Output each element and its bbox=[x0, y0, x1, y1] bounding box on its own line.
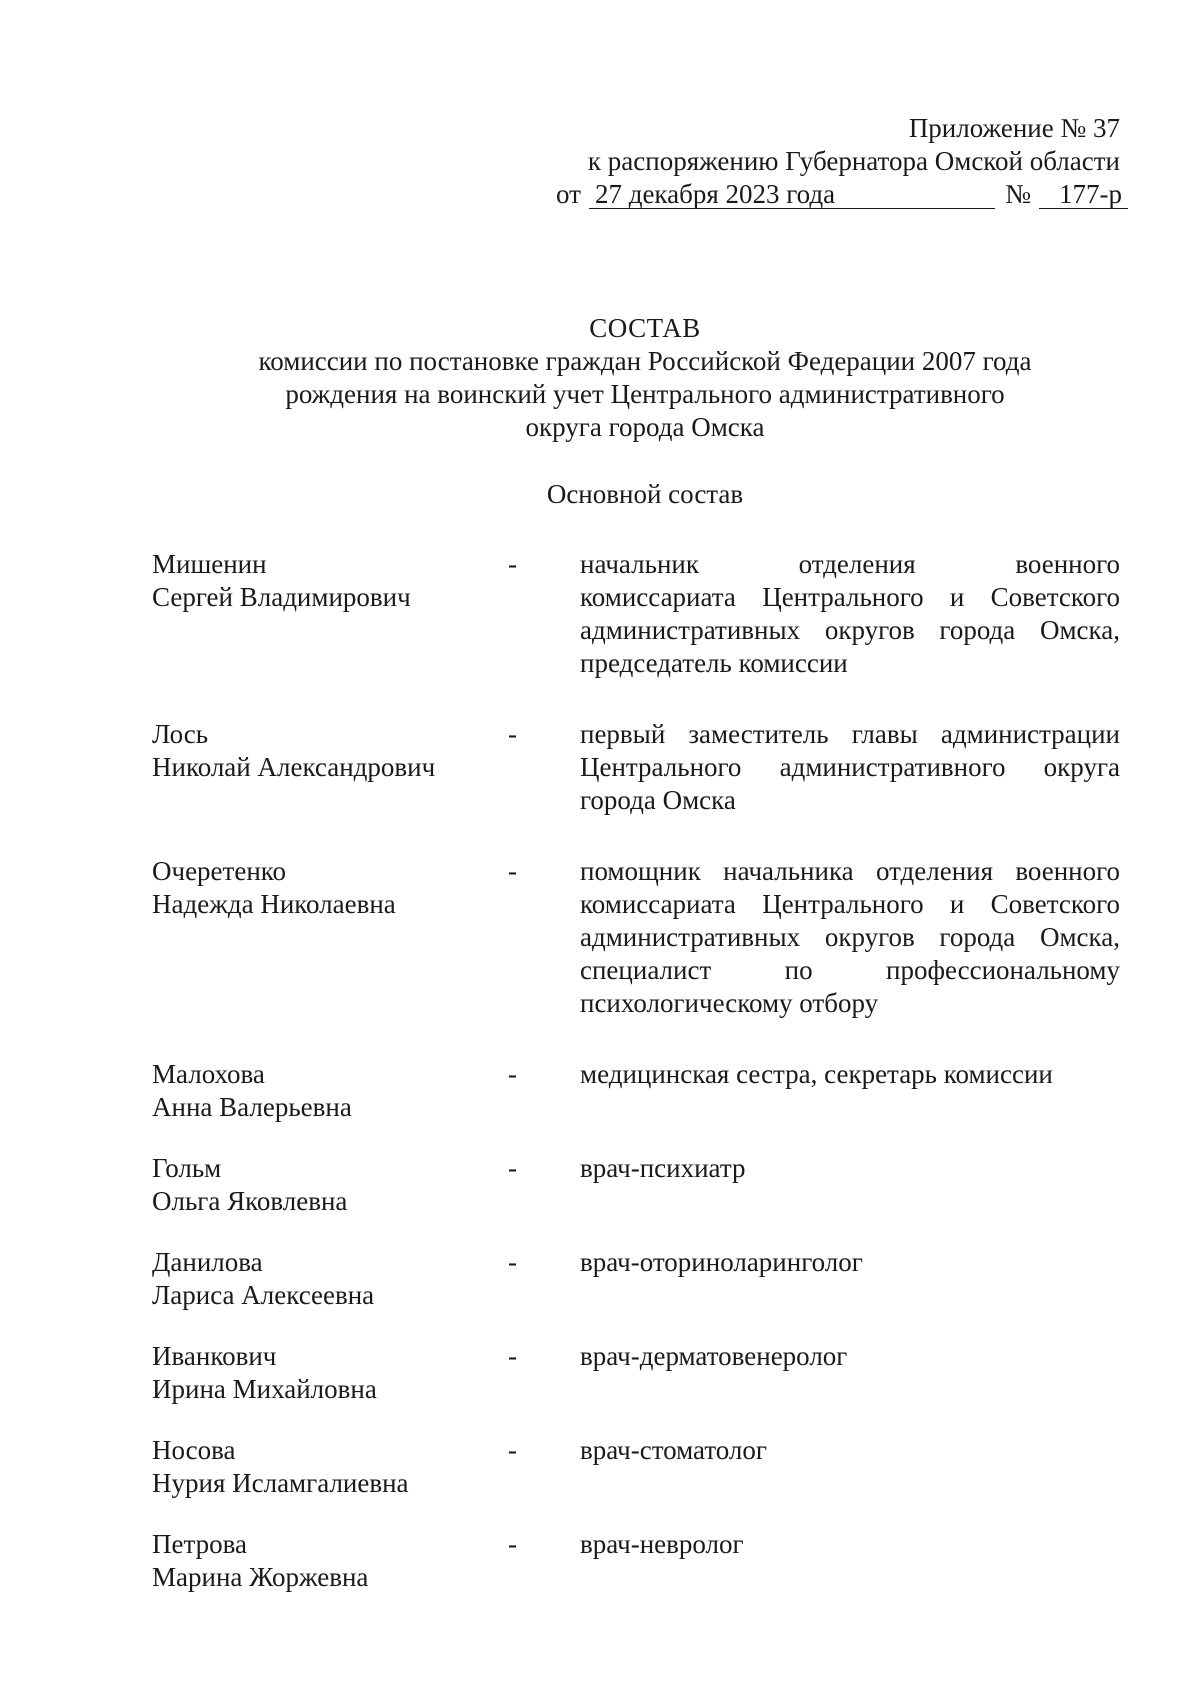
role-line: врач-психиатр bbox=[580, 1153, 746, 1183]
member-surname: Носова bbox=[152, 1435, 236, 1465]
dash-separator: - bbox=[508, 1341, 517, 1371]
role-line: административных округов города Омска, bbox=[580, 922, 1120, 952]
member-surname: Данилова bbox=[152, 1247, 263, 1277]
role-line: врач-стоматолог bbox=[580, 1435, 767, 1465]
member-role bbox=[580, 1340, 1120, 1406]
member-surname: Гольм bbox=[152, 1153, 222, 1183]
dash-separator: - bbox=[508, 1435, 517, 1465]
member-list bbox=[152, 548, 1128, 1594]
member-given-names: Лариса Алексеевна bbox=[152, 1280, 375, 1310]
member-role bbox=[580, 548, 1120, 680]
role-line: специалист по профессиональному bbox=[580, 955, 1120, 985]
member-name bbox=[152, 1058, 544, 1124]
member-role bbox=[580, 855, 1120, 1020]
member-surname: Очеретенко bbox=[152, 856, 287, 886]
member-given-names: Сергей Владимирович bbox=[152, 582, 411, 612]
role-line: Центрального административного округа bbox=[580, 752, 1120, 782]
member-name bbox=[152, 548, 544, 680]
member-surname: Иванкович bbox=[152, 1341, 277, 1371]
document-title: СОСТАВ bbox=[589, 313, 701, 343]
dash-separator: - bbox=[508, 1529, 517, 1559]
dash-separator: - bbox=[508, 549, 517, 579]
member-name bbox=[152, 1434, 544, 1500]
member-given-names: Нурия Исламгалиевна bbox=[152, 1468, 409, 1498]
dash-separator: - bbox=[508, 856, 517, 886]
role-line: комиссариата Центрального и Советского bbox=[580, 889, 1120, 919]
dash-separator: - bbox=[508, 1153, 517, 1183]
member-name bbox=[152, 1246, 544, 1312]
appendix-date-line bbox=[556, 178, 1128, 211]
appendix-reference: к распоряжению Губернатора Омской области bbox=[587, 146, 1120, 176]
member-surname: Петрова bbox=[152, 1529, 247, 1559]
member-given-names: Николай Александрович bbox=[152, 752, 436, 782]
from-label: от bbox=[556, 179, 581, 209]
member-name bbox=[152, 718, 544, 817]
member-entry bbox=[152, 1340, 1128, 1406]
dash-separator: - bbox=[508, 1247, 517, 1277]
role-line: начальник отделения военного bbox=[580, 549, 1120, 579]
member-given-names: Ирина Михайловна bbox=[152, 1374, 377, 1404]
appendix-number: Приложение № 37 bbox=[908, 113, 1120, 143]
role-line: председатель комиссии bbox=[580, 648, 848, 678]
member-role bbox=[580, 1152, 1120, 1218]
member-role bbox=[580, 1246, 1120, 1312]
role-line: врач-невролог bbox=[580, 1529, 744, 1559]
number-label: № bbox=[1005, 179, 1031, 209]
document-heading bbox=[160, 312, 1130, 444]
role-line: помощник начальника отделения военного bbox=[580, 856, 1120, 886]
role-line: города Омска bbox=[580, 785, 736, 815]
member-name bbox=[152, 1340, 544, 1406]
member-surname: Мишенин bbox=[152, 549, 267, 579]
role-line: комиссариата Центрального и Советского bbox=[580, 582, 1120, 612]
member-surname: Малохова bbox=[152, 1059, 265, 1089]
member-given-names: Анна Валерьевна bbox=[152, 1092, 352, 1122]
member-entry bbox=[152, 1152, 1128, 1218]
dash-separator: - bbox=[508, 1059, 517, 1089]
member-name bbox=[152, 1152, 544, 1218]
member-entry bbox=[152, 1058, 1128, 1124]
member-role bbox=[580, 718, 1120, 817]
member-entry bbox=[152, 1528, 1128, 1594]
member-given-names: Надежда Николаевна bbox=[152, 889, 396, 919]
section-title: Основной состав bbox=[546, 479, 744, 509]
role-line: административных округов города Омска, bbox=[580, 615, 1120, 645]
member-surname: Лось bbox=[152, 719, 209, 749]
member-role bbox=[580, 1528, 1120, 1594]
member-entry bbox=[152, 548, 1128, 680]
member-role bbox=[580, 1058, 1120, 1124]
member-entry bbox=[152, 1246, 1128, 1312]
heading-line-3: округа города Омска bbox=[525, 412, 765, 442]
role-line: врач-дерматовенеролог bbox=[580, 1341, 848, 1371]
role-line: медицинская сестра, секретарь комиссии bbox=[580, 1059, 1053, 1089]
member-role bbox=[580, 1434, 1120, 1500]
role-line: психологическому отбору bbox=[580, 988, 879, 1018]
member-entry bbox=[152, 718, 1128, 817]
member-given-names: Ольга Яковлевна bbox=[152, 1186, 348, 1216]
order-number: 177-р bbox=[1039, 180, 1128, 209]
member-name bbox=[152, 1528, 544, 1594]
heading-line-1: комиссии по постановке граждан Российской Федерации 2007 года bbox=[258, 346, 1032, 376]
dash-separator: - bbox=[508, 719, 517, 749]
order-date: 27 декабря 2023 года bbox=[589, 180, 995, 209]
member-given-names: Марина Жоржевна bbox=[152, 1562, 369, 1592]
role-line: врач-оториноларинголог bbox=[580, 1247, 863, 1277]
heading-line-2: рождения на воинский учет Центрального административного bbox=[285, 379, 1005, 409]
member-entry bbox=[152, 1434, 1128, 1500]
appendix-block bbox=[556, 112, 1128, 211]
role-line: первый заместитель главы администрации bbox=[580, 719, 1120, 749]
member-name bbox=[152, 855, 544, 1020]
member-entry bbox=[152, 855, 1128, 1020]
